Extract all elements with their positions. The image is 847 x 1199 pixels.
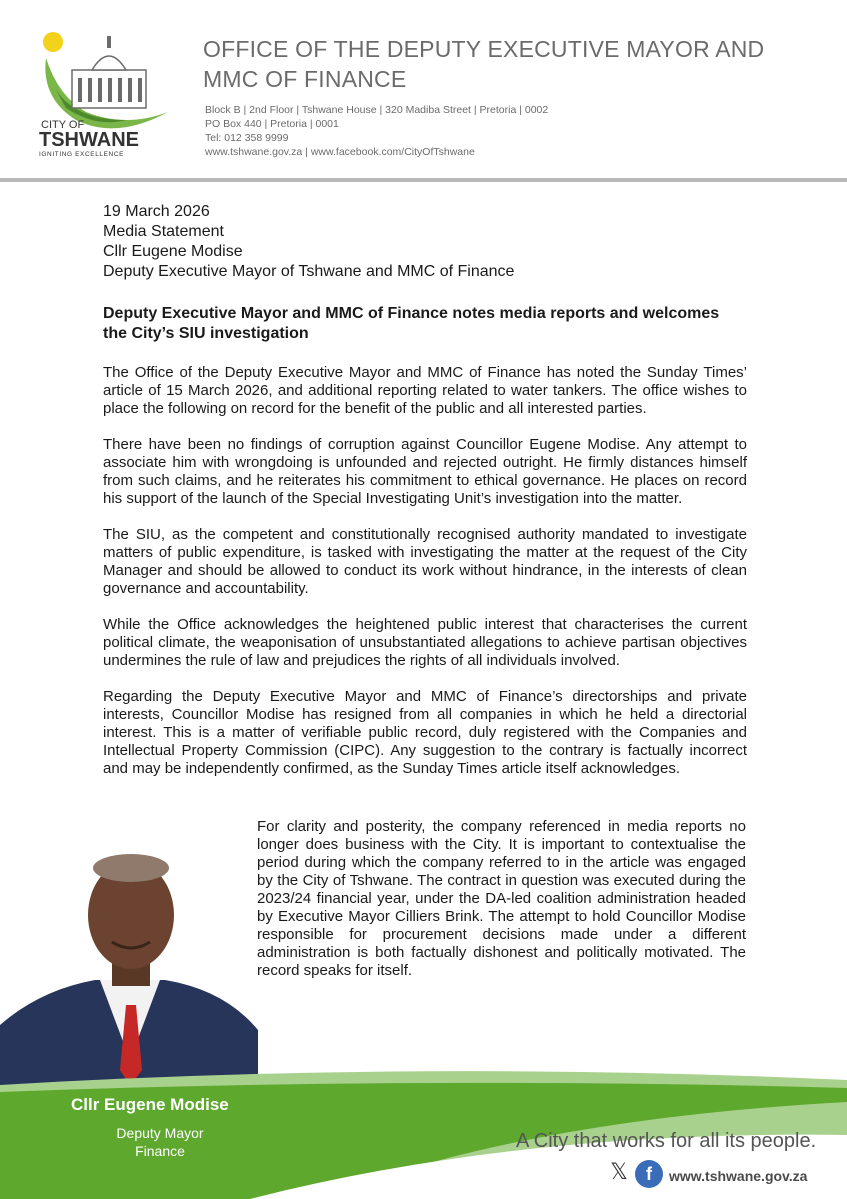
paragraph: The Office of the Deputy Executive Mayor and MMC of Finance has noted the Sunday Times’ article of 15 March 2026, and additional reporting related to water tankers. The office wishes to place the following on record for the benefit of the public and all interested parties. xyxy=(103,364,747,417)
contact-details xyxy=(205,103,548,159)
footer-role-line1: Deputy Mayor xyxy=(116,1125,204,1141)
paragraph-beside-portrait: For clarity and posterity, the company referenced in media reports no longer does business with the City. It is important to contextualise the period during which the company referred to in the article was engaged by the City of Tshwane. The contract in question was executed during the 2023/24 financial year, under the DA-led coalition administration headed by Executive Mayor Cilliers Brink. The attempt to hold Councillor Modise responsible for procurement decisions made under a different administration is both factually dishonest and politically motivated. The record speaks for itself. xyxy=(257,818,746,979)
po-box-line: PO Box 440 | Pretoria | 0001 xyxy=(205,118,339,130)
paragraph: The SIU, as the competent and constitutionally recognised authority mandated to investigate matters of public expenditure, is tasked with investigating the matter at the request of the City Manager and should be allowed to conduct its work without hindrance, in the interests of clean governance and accountability. xyxy=(103,526,747,597)
paragraph: Regarding the Deputy Executive Mayor and MMC of Finance’s directorships and private interests, Councillor Modise has resigned from all companies in which he held a directorial interest. This is a matter of verifiable public record, duly registered with the Companies and Intellectual Property Commission (CIPC). Any suggestion to the contrary is factually incorrect and may be independently confirmed, as the Sunday Times article itself acknowledges. xyxy=(103,688,747,777)
facebook-icon[interactable]: f xyxy=(635,1160,663,1188)
statement-body xyxy=(103,202,747,778)
statement-author-position: Deputy Executive Mayor of Tshwane and MMC of Finance xyxy=(103,263,515,280)
statement-date: 19 March 2026 xyxy=(103,203,210,220)
paragraph: While the Office acknowledges the heightened public interest that characterises the current political climate, the weaponisation of unsubstantiated allegations to achieve partisan objectives undermines the rule of law and prejudices the rights of all individuals involved. xyxy=(103,616,747,669)
logo-tagline: IGNITING EXCELLENCE xyxy=(39,151,125,158)
city-of-tshwane-logo xyxy=(36,28,176,160)
logo-text-line1: CITY OF xyxy=(41,119,85,131)
footer-slogan: A City that works for all its people. xyxy=(516,1130,817,1152)
x-icon[interactable]: 𝕏 xyxy=(610,1160,628,1185)
web-line: www.tshwane.gov.za | www.facebook.com/CityOfTshwane xyxy=(205,146,475,158)
footer-website-link[interactable]: www.tshwane.gov.za xyxy=(669,1168,808,1184)
office-title xyxy=(203,34,823,94)
office-title-line2: MMC OF FINANCE xyxy=(203,66,407,92)
office-title-line1: OFFICE OF THE DEPUTY EXECUTIVE MAYOR AND xyxy=(203,36,765,62)
address-line: Block B | 2nd Floor | Tshwane House | 320 Madiba Street | Pretoria | 0002 xyxy=(205,104,549,116)
telephone-line: Tel: 012 358 9999 xyxy=(205,132,289,144)
footer-name: Cllr Eugene Modise xyxy=(71,1095,229,1114)
statement-headline: Deputy Executive Mayor and MMC of Finance notes media reports and welcomes the City’s SIU investigation xyxy=(103,305,720,342)
statement-type: Media Statement xyxy=(103,223,224,240)
letterhead xyxy=(0,0,847,180)
header-divider xyxy=(0,178,847,182)
logo-text-line2: TSHWANE xyxy=(39,129,139,151)
paragraph: There have been no findings of corruption against Councillor Eugene Modise. Any attempt to associate him with wrongdoing is unfounded and rejected outright. He firmly distances himself from such claims, and he reiterates his commitment to ethical governance. He places on record his support of the launch of the Special Investigating Unit’s investigation into the matter. xyxy=(103,436,747,507)
statement-meta xyxy=(103,202,747,282)
footer-role xyxy=(100,1124,220,1160)
statement-author: Cllr Eugene Modise xyxy=(103,243,243,260)
footer-role-line2: Finance xyxy=(135,1143,185,1159)
